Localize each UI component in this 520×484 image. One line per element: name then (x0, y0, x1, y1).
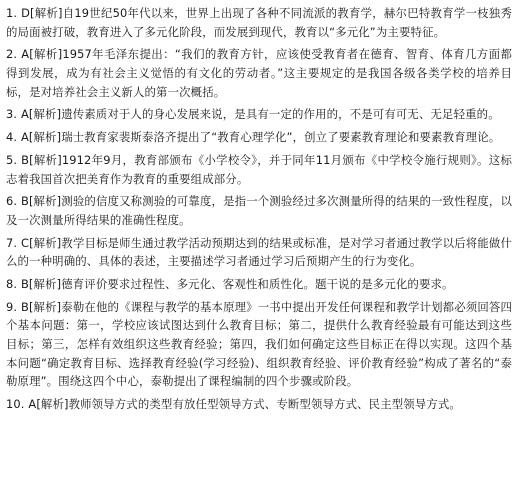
item-answer: A (21, 47, 30, 62)
item-number: 10. (6, 396, 25, 411)
explanation-item-10 (6, 395, 512, 414)
item-answer: B (21, 152, 30, 167)
item-tag: [解析] (28, 194, 62, 209)
item-number: 9. (6, 299, 18, 314)
item-text: 1957年毛泽东提出：“我们的教育方针，应该使受教育者在德育、智育、体育几方面都得到发展，成为有社会主义觉悟的有文化的劳动者。”这主要规定的是我国各级各类学校的培养目标，是对培养社会主义新人的第一次概括。 (6, 47, 512, 99)
item-text: 教学目标是师生通过教学活动预期达到的结果或标准，是对学习者通过教学以后将能做什么的一种明确的、具体的表述，主要描述学习者通过学习后预期产生的行为变化。 (6, 235, 512, 269)
explanation-item-1 (6, 4, 512, 41)
item-number: 1. (6, 6, 18, 20)
item-answer: A (20, 130, 29, 145)
item-number: 7. (6, 235, 18, 250)
item-number: 2. (6, 47, 18, 62)
item-tag: [解析] (36, 396, 69, 411)
explanation-item-8 (6, 275, 512, 294)
item-text: 测验的信度又称测验的可靠度，是指一个测验经过多次测量所得的结果的一致性程度，以及一次测量所得结果的准确性程度。 (6, 194, 512, 227)
item-text: 教师领导方式的类型有放任型领导方式、专断型领导方式、民主型领导方式。 (68, 396, 461, 411)
item-number: 5. (6, 152, 18, 167)
explanation-item-2 (6, 45, 512, 101)
item-tag: [解析] (29, 47, 63, 62)
item-number: 3. (6, 107, 18, 122)
item-number: 4. (6, 130, 18, 145)
item-answer: D (21, 6, 30, 20)
item-tag: [解析] (28, 130, 62, 145)
item-text: 1912年9月，教育部颁布《小学校令》，并于同年11月颁布《中学校令施行规则》。这标志着我国首次把美育作为教育的重要组成部分。 (6, 152, 512, 186)
item-tag: [解析] (28, 277, 62, 292)
explanation-item-6 (6, 192, 512, 229)
item-tag: [解析] (29, 6, 63, 20)
explanation-item-4 (6, 128, 512, 147)
item-answer: A (20, 107, 29, 122)
item-tag: [解析] (29, 152, 62, 167)
explanation-item-9 (6, 298, 512, 391)
item-tag: [解析] (28, 107, 62, 122)
item-answer: B (20, 299, 29, 314)
explanation-item-7 (6, 234, 512, 271)
item-answer: B (20, 277, 29, 292)
item-answer: B (20, 194, 29, 209)
item-tag: [解析] (29, 235, 62, 250)
item-text: 遗传素质对于人的身心发展来说，是具有一定的作用的，不是可有可无、无足轻重的。 (61, 107, 500, 122)
item-answer: A (28, 396, 37, 411)
item-text: 自19世纪50年代以来，世界上出现了各种不同流派的教育学，赫尔巴特教育学一枝独秀的局面被打破，教育进入了多元化阶段，而发展到现代，教育以“多元化”为主要特征。 (6, 6, 512, 39)
item-text: 德育评价要求过程性、多元化、客观性和质性化。题干说的是多元化的要求。 (61, 277, 454, 292)
item-number: 6. (6, 194, 18, 209)
item-tag: [解析] (28, 299, 62, 314)
item-text: 泰勒在他的《课程与教学的基本原理》一书中提出开发任何课程和教学计划都必须回答四个基本问题：第一，学校应该试图达到什么教育目标；第二，提供什么教育经验最有可能达到这些目标；第三，怎样有效组织这些教育经验；第四，我们如何确定这些目标正在得以实现。这四个基本问题“确定教育目标、选择教育经验(学习经验)、组织教育经验、评价教育经验”构成了著名的“泰勒原理”。围绕这四个中心，泰勒提出了课程编制的四个步骤或阶段。 (6, 299, 512, 389)
explanation-item-3 (6, 105, 512, 124)
explanation-item-5 (6, 151, 512, 188)
item-text: 瑞士教育家裴斯泰洛齐提出了“教育心理学化”，创立了要素教育理论和要素教育理论。 (61, 130, 501, 145)
item-answer: C (20, 235, 30, 250)
item-number: 8. (6, 277, 18, 292)
